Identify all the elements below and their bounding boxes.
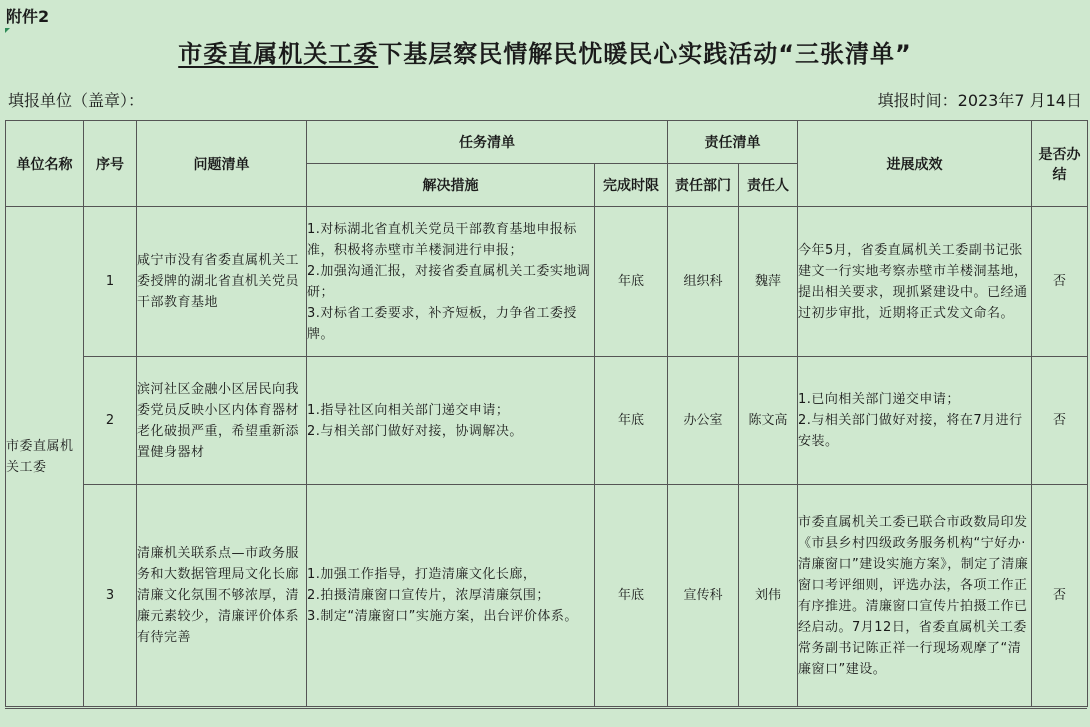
done-cell: 否 [1032, 357, 1088, 485]
problem-cell: 滨河社区金融小区居民向我委党员反映小区内体育器材老化破损严重，希望重新添置健身器材 [137, 357, 307, 485]
seq-cell: 1 [84, 207, 137, 357]
done-cell: 否 [1032, 207, 1088, 357]
header-responsibility: 责任清单 [668, 121, 798, 164]
header-deadline: 完成时限 [595, 164, 668, 207]
header-seq: 序号 [84, 121, 137, 207]
measures-cell: 1.指导社区向相关部门递交申请； 2.与相关部门做好对接，协调解决。 [307, 357, 595, 485]
fill-time [878, 88, 1082, 111]
seq-cell: 2 [84, 357, 137, 485]
page-title [0, 34, 1090, 69]
sheet-bottom-row [5, 708, 1087, 727]
header-task: 任务清单 [307, 121, 668, 164]
fill-time-value: 2023年7 月14日 [957, 91, 1082, 110]
done-cell: 否 [1032, 485, 1088, 707]
header-department: 责任部门 [668, 164, 739, 207]
department-cell: 办公室 [668, 357, 739, 485]
title-org: 市委直属机关工委 [178, 40, 379, 68]
table-row [6, 207, 1088, 357]
measures-cell: 1.加强工作指导，打造清廉文化长廊， 2.拍摄清廉窗口宣传片，浓厚清廉氛围； 3.制定“清廉窗口”实施方案，出台评价体系。 [307, 485, 595, 707]
person-cell: 刘伟 [739, 485, 798, 707]
table-row [6, 357, 1088, 485]
deadline-cell: 年底 [595, 207, 668, 357]
person-cell: 陈文高 [739, 357, 798, 485]
progress-cell: 1.已向相关部门递交申请； 2.与相关部门做好对接，将在7月进行安装。 [798, 357, 1032, 485]
person-cell: 魏萍 [739, 207, 798, 357]
progress-cell: 今年5月，省委直属机关工委副书记张建文一行实地考察赤壁市羊楼洞基地，提出相关要求，现抓紧建设中。已经通过初步审批，近期将正式发文命名。 [798, 207, 1032, 357]
seq-cell: 3 [84, 485, 137, 707]
deadline-cell: 年底 [595, 357, 668, 485]
unit-name-cell: 市委直属机关工委 [6, 207, 84, 707]
header-unit: 单位名称 [6, 121, 84, 207]
problem-cell: 清廉机关联系点—市政务服务和大数据管理局文化长廊清廉文化氛围不够浓厚，清廉元素较少，清廉评价体系有待完善 [137, 485, 307, 707]
fill-time-label: 填报时间： [877, 91, 958, 110]
cell-marker [5, 28, 10, 33]
department-cell: 宣传科 [668, 485, 739, 707]
header-measures: 解决措施 [307, 164, 595, 207]
fill-unit-label: 填报单位（盖章）： [8, 91, 145, 110]
header-problem: 问题清单 [137, 121, 307, 207]
department-cell: 组织科 [668, 207, 739, 357]
attachment-label: 附件2 [6, 7, 50, 26]
table-row [6, 485, 1088, 707]
header-done: 是否办结 [1032, 121, 1088, 207]
deadline-cell: 年底 [595, 485, 668, 707]
measures-cell: 1.对标湖北省直机关党员干部教育基地申报标准，积极将赤壁市羊楼洞进行申报； 2.加强沟通汇报，对接省委直属机关工委实地调研； 3.对标省工委要求，补齐短板，力争省工委授牌。 [307, 207, 595, 357]
header-person: 责任人 [739, 164, 798, 207]
progress-cell: 市委直属机关工委已联合市政数局印发《市县乡村四级政务服务机构“宁好办·清廉窗口”建设实施方案》，制定了清廉窗口考评细则，评选办法，各项工作正有序推进。清廉窗口宣传片拍摄工作已经启动。7月12日，省委直属机关工委常务副书记陈正祥一行现场观摩了“清廉窗口”建设。 [798, 485, 1032, 707]
header-progress: 进展成效 [798, 121, 1032, 207]
problem-cell: 咸宁市没有省委直属机关工委授牌的湖北省直机关党员干部教育基地 [137, 207, 307, 357]
checklist-table [5, 120, 1088, 707]
title-rest: 下基层察民情解民忧暖民心实践活动“三张清单” [378, 40, 912, 68]
